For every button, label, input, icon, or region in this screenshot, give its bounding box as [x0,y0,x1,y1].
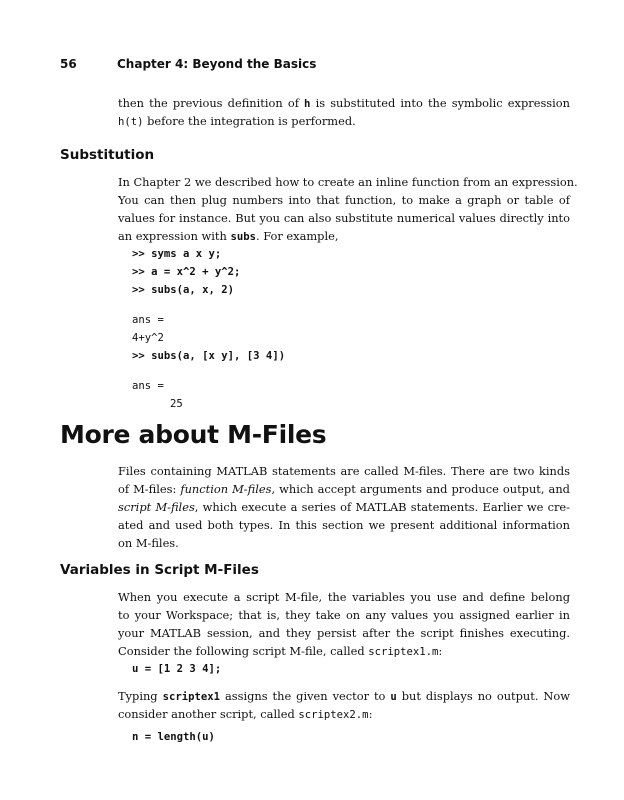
section-heading-script-variables: Variables in Script M-Files [60,562,259,578]
text-line: on M-files. [118,536,179,550]
output-line: ans = [132,314,164,326]
text-line: In Chapter 2 we described how to create an inline function from an expression. [118,175,578,189]
chapter-section-heading-mfiles: More about M-Files [60,420,327,449]
chapter-title: Chapter 4: Beyond the Basics [117,57,317,71]
text-line: to your Workspace; that is, they take on any values you assigned earlier in [118,608,570,622]
section-heading-substitution: Substitution [60,147,155,163]
text-line: h(t) before the integration is performed. [118,114,356,128]
script-vars-paragraph [118,588,570,660]
output-line: 25 [170,398,183,410]
text-line: consider another script, called scriptex2.m: [118,707,373,721]
code-line: u = [1 2 3 4]; [132,663,222,675]
mfiles-paragraph [118,462,570,552]
scriptex-paragraph [118,687,570,723]
text-line: When you execute a script M-file, the variables you use and define belong [118,590,570,604]
text-line: an expression with subs. For example, [118,229,339,243]
output-line: 4+y^2 [132,332,164,344]
text-line: ated and used both types. In this section we present additional information [118,518,570,532]
code-example-scriptex2 [132,728,215,746]
output-line: ans = [132,380,164,392]
substitution-paragraph [118,173,578,245]
text-line: Typing scriptex1 assigns the given vector to u but displays no output. Now [118,689,570,703]
running-header [60,57,316,71]
text-line: Consider the following script M-file, called scriptex1.m: [118,644,443,658]
text-line: script M-files, which execute a series of MATLAB statements. Earlier we cre- [118,500,570,514]
text-line: values for instance. But you can also substitute numerical values directly into [118,211,570,225]
text-line: Files containing MATLAB statements are called M-files. There are two kinds [118,464,570,478]
page-number: 56 [60,57,77,71]
code-line: >> subs(a, [x y], [3 4]) [132,350,286,362]
code-line: >> syms a x y; [132,248,222,260]
code-line: >> subs(a, x, 2) [132,284,235,296]
text-line: of M-files: function M-files, which accept arguments and produce output, and [118,482,570,496]
text-line: your MATLAB session, and they persist after the script finishes executing. [118,626,570,640]
code-line: >> a = x^2 + y^2; [132,266,241,278]
code-example-subs [132,245,285,413]
code-line: n = length(u) [132,731,215,743]
intro-paragraph [118,94,570,130]
text-line: then the previous definition of h is substituted into the symbolic expression [118,96,570,110]
text-line: You can then plug numbers into that function, to make a graph or table of [118,193,570,207]
code-example-scriptex1 [132,660,221,678]
